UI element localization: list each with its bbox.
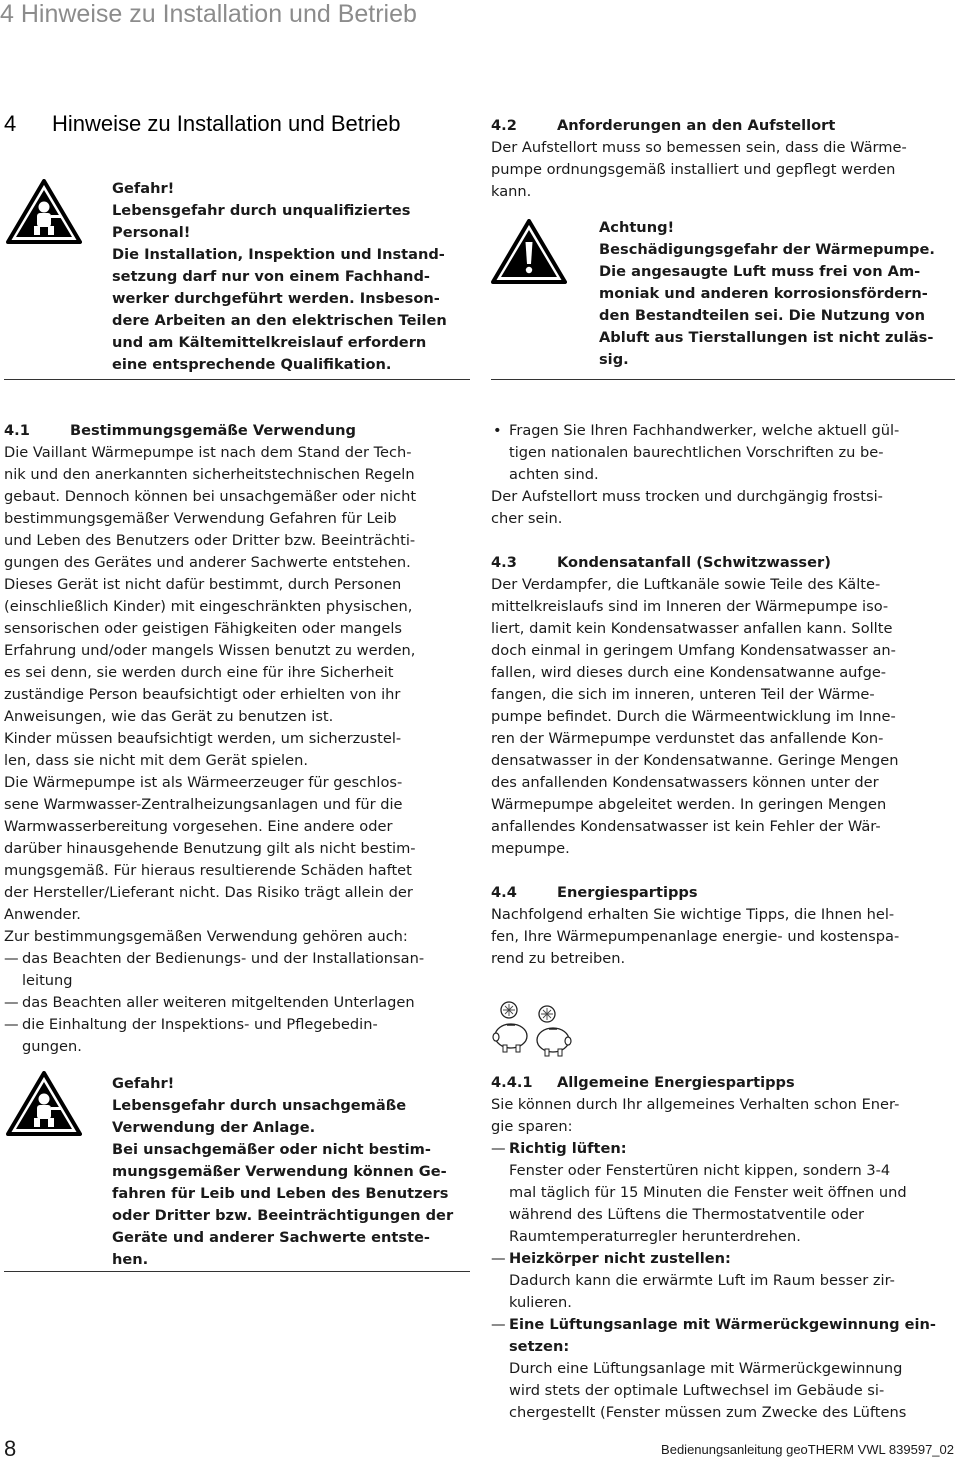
section-number: 4.3	[491, 554, 517, 571]
section-number: 4.2	[491, 117, 517, 134]
warning-bottom-text: Lebensgefahr durch unsachgemäße Verwendung der Anlage. Bei unsachgemäßer oder nicht bestim- mungsgemäßer Verwendung können Ge- fahren für Leib und Leben des Benutzers oder Dritter bzw. Beeinträchtigungen der Geräte und anderer Sachwerte entste- hen.	[112, 1097, 454, 1268]
bullet-list	[491, 420, 955, 486]
section-4-4	[491, 882, 955, 970]
section-title: Allgemeine Energiespartipps	[557, 1074, 795, 1091]
section-number: 4.4.1	[491, 1074, 533, 1091]
list-item: — das Beachten aller weiteren mitgeltenden Unterlagen	[4, 992, 470, 1014]
section-4-2	[491, 115, 955, 371]
divider	[4, 379, 470, 380]
section-title: Anforderungen an den Aufstellort	[557, 117, 836, 134]
requirements-list	[4, 948, 470, 1058]
warning-top-text: Lebensgefahr durch unqualifiziertes Personal! Die Installation, Inspektion und Instand- setzung darf nur von einem Fachhand- werker durchgeführt werden. Insbeson- dere Arbeiten an den elektrischen Teilen und am Kältemittelkreislauf erfordern eine entsprechende Qualifikation.	[112, 202, 447, 373]
page-number: 8	[4, 1436, 17, 1461]
energy-tips-list	[491, 1138, 955, 1424]
section-text: Der Verdampfer, die Luftkanäle sowie Teile des Kälte- mittelkreislaufs sind im Inneren der Wärmepumpe iso- liert, damit kein Kondensatwasser anfallen kann. Sollte doch einmal in geringem Umfang Kondensatwasser an- fallen, wird dieses durch eine Kondensatwanne aufge- fangen, die sich im inneren, unteren Teil der Wärme- pumpe befindet. Durch die Wärmeentwicklung im Inne- ren der Wärmepumpe verdunstet das anfallende Kon- densatwasser in der Kondensatwanne. Geringe Mengen des anfallenden Kondensatwassers können unter der Wärmepumpe abgeleitet werden. In geringen Mengen anfallendes Kondensatwasser ist kein Fehler der Wär- mepumpe.	[491, 576, 899, 857]
paragraph: Der Aufstellort muss trocken und durchgängig frostsi- cher sein.	[491, 488, 883, 527]
section-number: 4.4	[491, 884, 517, 901]
divider	[4, 1271, 470, 1272]
tip-title: — Richtig lüften:	[509, 1140, 627, 1157]
list-item	[491, 1138, 955, 1248]
danger-person-icon	[6, 1071, 82, 1137]
warning-top-label: Gefahr!	[112, 180, 175, 197]
list-item: — das Beachten der Bedienungs- und der Installationsan- leitung	[4, 948, 470, 992]
list-item: • Fragen Sie Ihren Fachhandwerker, welche aktuell gül- tigen nationalen baurechtlichen Vorschriften zu be- achten sind.	[491, 420, 955, 486]
piggy-bank-icon	[491, 1000, 583, 1062]
section-number: 4.1	[4, 422, 30, 439]
paragraph: Zur bestimmungsgemäßen Verwendung gehören auch:	[4, 928, 408, 945]
section-text: Der Aufstellort muss so bemessen sein, dass die Wärme- pumpe ordnungsgemäß installiert und gepflegt werden kann.	[491, 139, 907, 200]
list-item	[491, 1314, 955, 1424]
document-title: Bedienungsanleitung geoTHERM VWL 839597_02	[661, 1442, 954, 1457]
caution-text: Beschädigungsgefahr der Wärmepumpe. Die angesaugte Luft muss frei von Am- moniak und anderen korrosionsfördern- den Bestandteilen sei. Die Nutzung von Abluft aus Tierstallungen ist nicht zuläs- sig.	[599, 241, 935, 368]
tip-text: Dadurch kann die erwärmte Luft im Raum besser zir- kulieren.	[509, 1272, 895, 1311]
running-head: 4 Hinweise zu Installation und Betrieb	[0, 0, 417, 28]
paragraph: Die Wärmepumpe ist als Wärmeerzeuger für geschlos- sene Warmwasser-Zentralheizungsanlagen und für die Warmwasserbereitung vorgesehen. Eine andere oder darüber hinausgehende Benutzung gilt als nicht bestim- mungsgemäß. Für hieraus resultierende Schäden haftet der Hersteller/Lieferant nicht. Das Risiko trägt allein der Anwender.	[4, 774, 416, 923]
tip-title: — Eine Lüftungsanlage mit Wärmerückgewinnung ein- setzen:	[509, 1316, 936, 1355]
paragraph: Kinder müssen beaufsichtigt werden, um sicherzustel- len, dass sie nicht mit dem Gerät spielen.	[4, 730, 402, 769]
danger-person-icon	[6, 179, 82, 245]
list-item	[491, 1248, 955, 1314]
section-4-3	[491, 552, 955, 860]
paragraph: Dieses Gerät ist nicht dafür bestimmt, durch Personen (einschließlich Kinder) mit eingeschränkten physischen, sensorischen oder geistigen Fähigkeiten oder mangels Erfahrung und/oder mangels Wissen benutzt zu werden, es sei denn, sie werden durch eine für ihre Sicherheit zuständige Person beaufsichtigt oder erhielten von ihr Anweisungen, wie das Gerät zu benutzen ist.	[4, 576, 416, 725]
tip-text: Durch eine Lüftungsanlage mit Wärmerückgewinnung wird stets der optimale Luftwechsel im Gebäude si- chergestellt (Fenster müssen zum Zwecke des Lüftens	[509, 1360, 907, 1421]
warning-box-top	[4, 176, 470, 376]
tip-title: — Heizkörper nicht zustellen:	[509, 1250, 731, 1267]
warning-bottom-label: Gefahr!	[112, 1075, 175, 1092]
section-4-4-1	[491, 1072, 955, 1424]
caution-box	[491, 217, 955, 371]
warning-box-bottom	[4, 1073, 470, 1271]
list-item: — die Einhaltung der Inspektions- und Pflegebedin- gungen.	[4, 1014, 470, 1058]
divider	[491, 379, 955, 380]
section-title: Energiespartipps	[557, 884, 698, 901]
section-title: Bestimmungsgemäße Verwendung	[70, 422, 356, 439]
chapter-number: 4	[4, 111, 17, 136]
right-column	[491, 420, 955, 1424]
section-4-1	[4, 420, 470, 1058]
section-text: Nachfolgend erhalten Sie wichtige Tipps, die Ihnen hel- fen, Ihre Wärmepumpenanlage energie- und kostenspa- rend zu betreiben.	[491, 906, 900, 967]
paragraph: Die Vaillant Wärmepumpe ist nach dem Stand der Tech- nik und den anerkannten sicherheitstechnischen Regeln gebaut. Dennoch können bei unsachgemäßer oder nicht bestimmungsgemäßer Verwendung Gefahren für Leib und Leben des Benutzers oder Dritter bzw. Beeinträchti- gungen des Gerätes und anderer Sachwerte entstehen.	[4, 444, 417, 571]
chapter-title	[4, 111, 401, 137]
chapter-title-text: Hinweise zu Installation und Betrieb	[52, 111, 401, 136]
tip-text: Fenster oder Fenstertüren nicht kippen, sondern 3-4 mal täglich für 15 Minuten die Fenster weit öffnen und während des Lüftens die Thermostatventile oder Raumtemperaturregler herunterdrehen.	[509, 1162, 907, 1245]
paragraph: Sie können durch Ihr allgemeines Verhalten schon Ener- gie sparen:	[491, 1096, 900, 1135]
section-title: Kondensatanfall (Schwitzwasser)	[557, 554, 831, 571]
exclamation-triangle-icon	[491, 219, 567, 285]
caution-label: Achtung!	[599, 219, 675, 236]
